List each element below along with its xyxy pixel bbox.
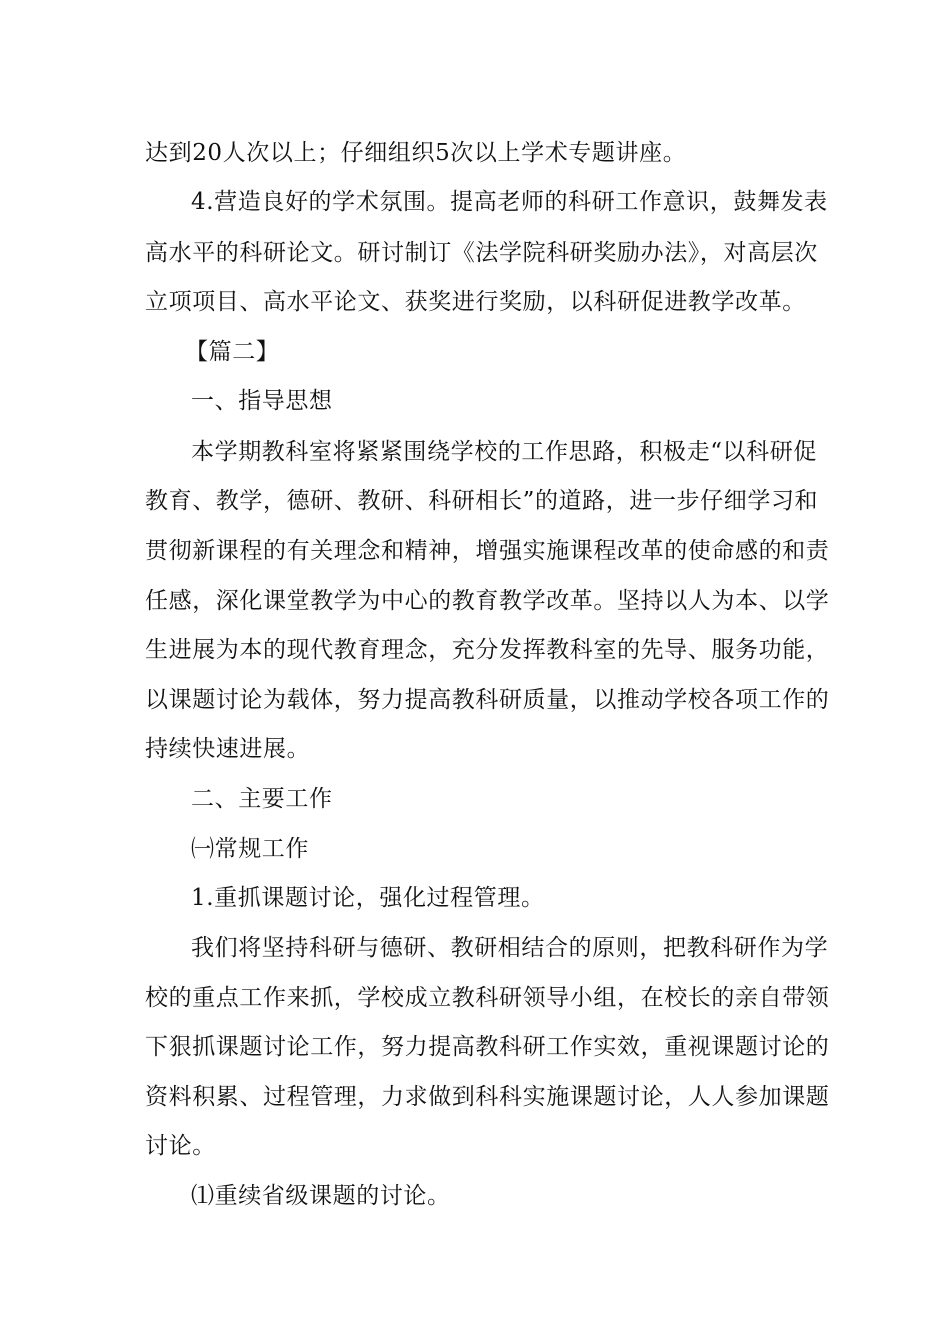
section-heading: 【篇二】 [185,339,280,365]
subsection-heading: ㈠常规工作 [191,836,309,862]
text-line: ⑴重续省级课题的讨论。 [191,1183,451,1209]
text-line: 高水平的科研论文。研讨制订《法学院科研奖励办法》，对高层次 [145,240,818,266]
text-line: 我们将坚持科研与德研、教研相结合的原则，把教科研作为学 [191,935,829,961]
text-line: 本学期教科室将紧紧围绕学校的工作思路，积极走“以科研促 [191,439,817,465]
text-line: 持续快速进展。 [145,736,311,762]
text-line: 以课题讨论为载体，努力提高教科研质量，以推动学校各项工作的 [145,687,830,713]
text-line: 4.营造良好的学术氛围。提高老师的科研工作意识，鼓舞发表 [191,189,828,215]
text-line: 贯彻新课程的有关理念和精神，增强实施课程改革的使命感的和责 [145,538,830,564]
text-line: 讨论。 [145,1133,216,1159]
text-line: 校的重点工作来抓，学校成立教科研领导小组，在校长的亲自带领 [145,985,830,1011]
text-line: 生进展为本的现代教育理念，充分发挥教科室的先导、服务功能， [145,637,830,663]
text-line: 下狠抓课题讨论工作，努力提高教科研工作实效，重视课题讨论的 [145,1034,830,1060]
text-line: 教育、教学，德研、教研、科研相长”的道路，进一步仔细学习和 [145,488,819,514]
text-line: 达到20人次以上；仔细组织5次以上学术专题讲座。 [145,140,687,166]
text-line: 资料积累、过程管理，力求做到科科实施课题讨论，人人参加课题 [145,1084,830,1110]
text-line: 立项项目、高水平论文、获奖进行奖励，以科研促进教学改革。 [145,289,806,315]
section-heading: 二、主要工作 [191,786,333,812]
section-heading: 一、指导思想 [191,388,333,414]
text-line: 任感，深化课堂教学为中心的教育教学改革。坚持以人为本、以学 [145,588,830,614]
item-heading: 1.重抓课题讨论，强化过程管理。 [191,885,545,911]
